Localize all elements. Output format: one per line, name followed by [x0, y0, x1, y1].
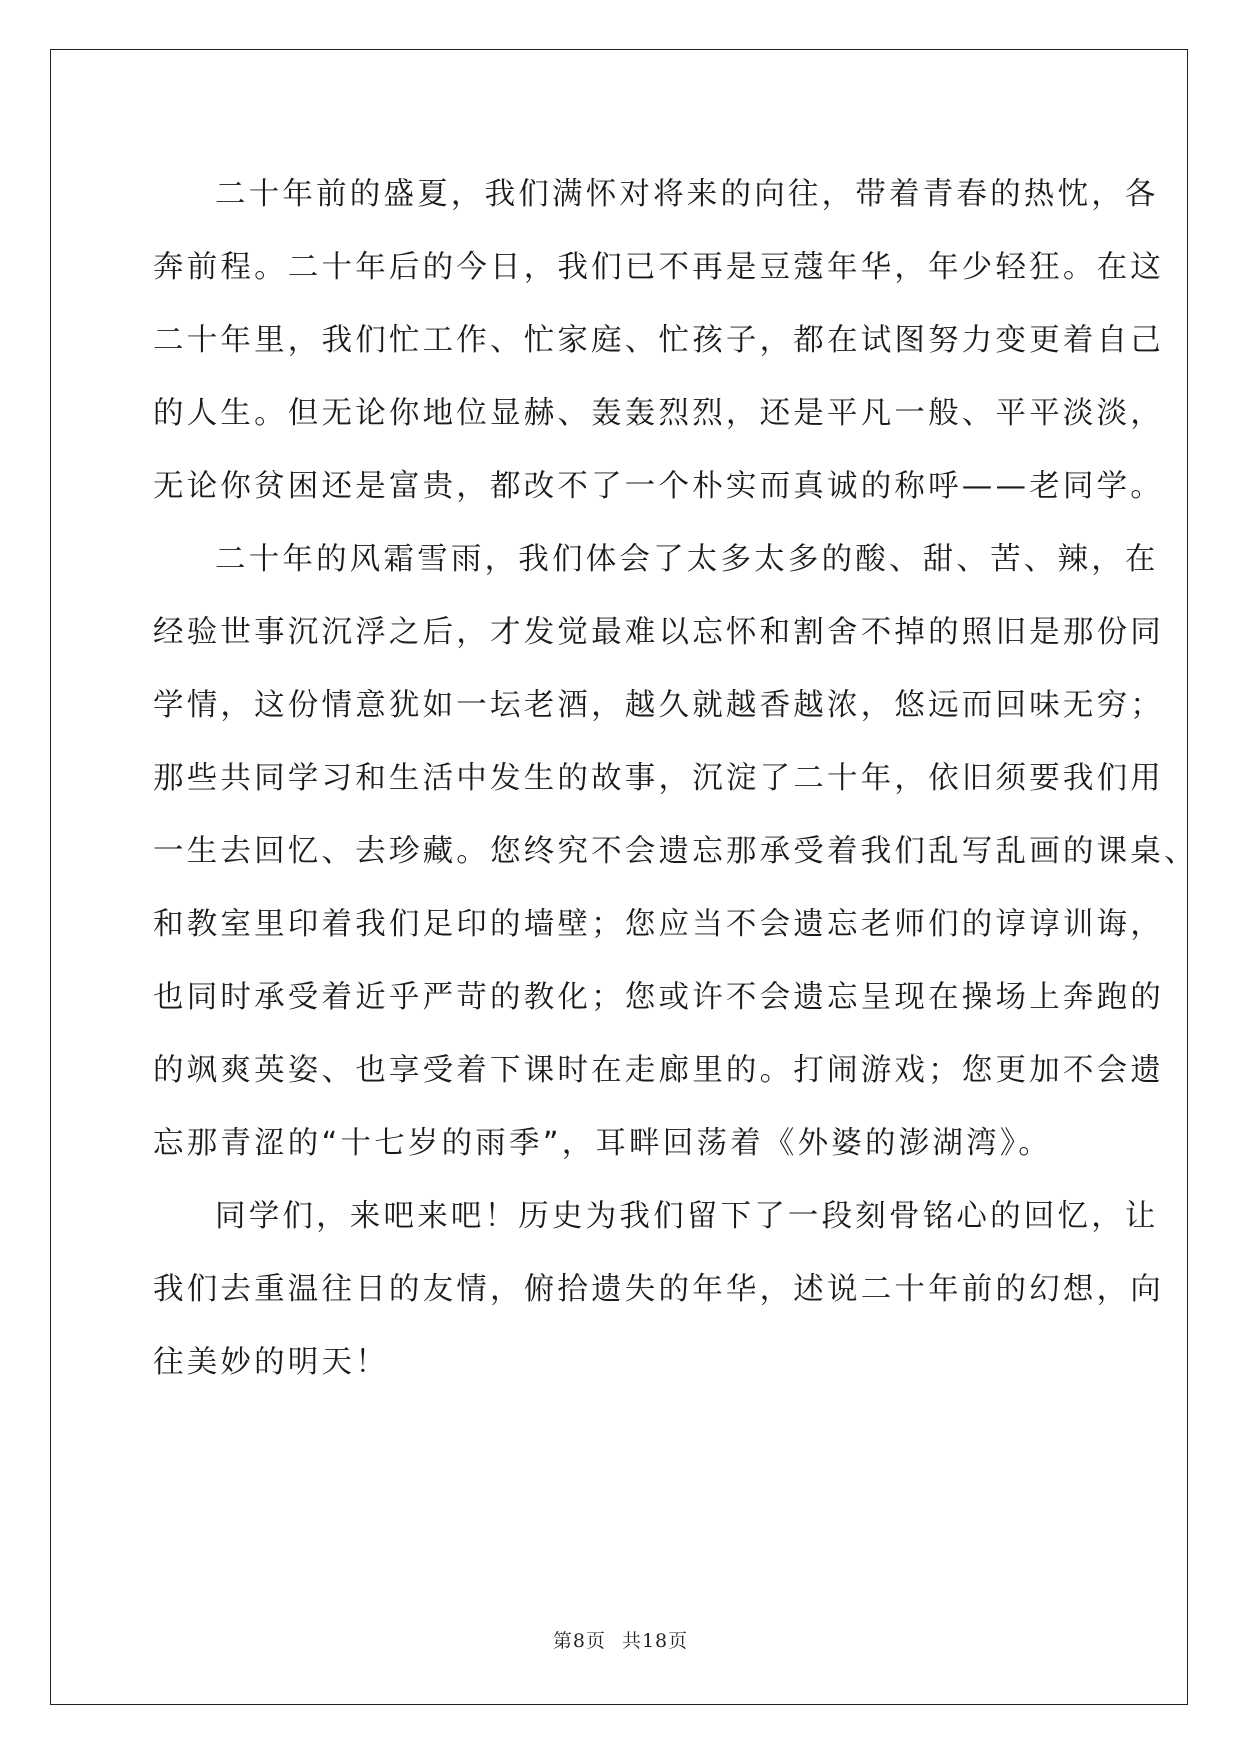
paragraph-2-line-9: 忘那青涩的“十七岁的雨季”，耳畔回荡着《外婆的澎湖湾》。 — [153, 1126, 1052, 1161]
page-number: 第8页 — [552, 1630, 606, 1652]
document-body — [153, 158, 1198, 1399]
page-total: 共18页 — [621, 1630, 689, 1652]
paragraph-1-line-4: 的人生。但无论你地位显赫、轰轰烈烈，还是平凡一般、平平淡淡， — [153, 396, 1164, 431]
paragraph-2-line-5: 一生去回忆、去珍藏。您终究不会遗忘那承受着我们乱写乱画的课桌、 — [153, 834, 1198, 869]
paragraph-2-line-4: 那些共同学习和生活中发生的故事，沉淀了二十年，依旧须要我们用 — [153, 761, 1164, 796]
paragraph-2-line-7: 也同时承受着近乎严苛的教化；您或许不会遗忘呈现在操场上奔跑的 — [153, 980, 1164, 1015]
paragraph-2-line-8: 的飒爽英姿、也享受着下课时在走廊里的。打闹游戏；您更加不会遗 — [153, 1053, 1164, 1088]
paragraph-3-line-2: 我们去重温往日的友情，俯拾遗失的年华，述说二十年前的幻想，向 — [153, 1272, 1164, 1307]
paragraph-1-line-2: 奔前程。二十年后的今日，我们已不再是豆蔻年华，年少轻狂。在这 — [153, 250, 1164, 285]
paragraph-1-line-3: 二十年里，我们忙工作、忙家庭、忙孩子，都在试图努力变更着自己 — [153, 323, 1164, 358]
paragraph-1-line-5: 无论你贫困还是富贵，都改不了一个朴实而真诚的称呼——老同学。 — [153, 469, 1164, 504]
paragraph-1-line-1: 二十年前的盛夏，我们满怀对将来的向往，带着青春的热忱，各 — [215, 177, 1159, 212]
paragraph-2-line-6: 和教室里印着我们足印的墙壁；您应当不会遗忘老师们的谆谆训诲， — [153, 907, 1164, 942]
paragraph-2-line-2: 经验世事沉沉浮之后，才发觉最难以忘怀和割舍不掉的照旧是那份同 — [153, 615, 1164, 650]
paragraph-3-line-3: 往美妙的明天！ — [153, 1345, 389, 1380]
paragraph-2-line-3: 学情，这份情意犹如一坛老酒，越久就越香越浓，悠远而回味无穷； — [153, 688, 1164, 723]
paragraph-2-line-1: 二十年的风霜雪雨，我们体会了太多太多的酸、甜、苦、辣，在 — [215, 542, 1159, 577]
paragraph-3-line-1: 同学们，来吧来吧！历史为我们留下了一段刻骨铭心的回忆，让 — [215, 1199, 1159, 1234]
page-footer — [0, 1626, 1241, 1653]
